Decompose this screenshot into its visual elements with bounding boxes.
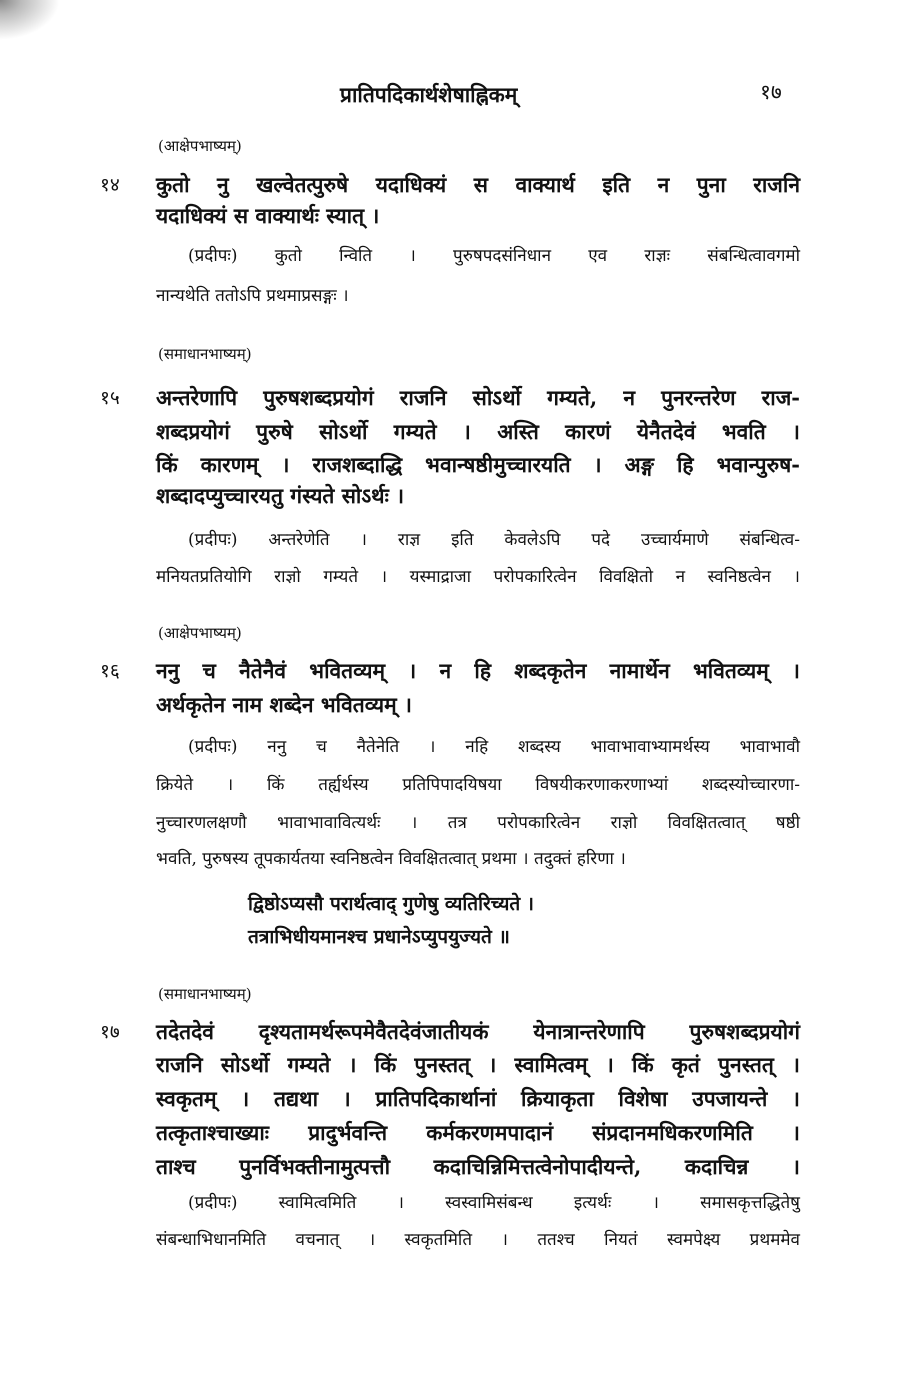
section-label: (आक्षेपभाष्यम्) bbox=[158, 137, 242, 155]
pradipa-line: भवति, पुरुषस्य तूपकार्यतया स्वनिष्ठत्वेन विवक्षितत्वात् प्रथमा । तदुक्तं हरिणा । bbox=[156, 849, 626, 869]
bhashya-line: कुतो नु खल्वेतत्पुरुषे यदाधिक्यं स वाक्यार्थ इति न पुना राजनि bbox=[156, 172, 800, 197]
bhashya-line: शब्दप्रयोगं पुरुषे सोऽर्थो गम्यते । अस्ति कारणं येनैतदेवं भवति । bbox=[156, 419, 800, 444]
bhashya-line: ताश्च पुनर्विभक्तीनामुत्पत्तौ कदाचिन्निमित्तत्वेनोपादीयन्ते, कदाचिन्न । bbox=[156, 1154, 800, 1179]
pradipa-line: नान्यथेति ततोऽपि प्रथमाप्रसङ्गः । bbox=[156, 286, 349, 306]
pradipa-line: (प्रदीपः) कुतो न्विति । पुरुषपदसंनिधान एव राज्ञः संबन्धित्वावगमो bbox=[188, 246, 800, 266]
pradipa-line: (प्रदीपः) स्वामित्वमिति । स्वस्वामिसंबन्ध इत्यर्थः । समासकृत्तद्धितेषु bbox=[188, 1193, 800, 1213]
pradipa-line: क्रियेते । किं तर्ह्यर्थस्य प्रतिपिपादयिषया विषयीकरणाकरणाभ्यां शब्दस्योच्चारणा- bbox=[156, 775, 800, 795]
bhashya-line: राजनि सोऽर्थो गम्यते । किं पुनस्तत् । स्वामित्वम् । किं कृतं पुनस्तत् । bbox=[156, 1052, 800, 1077]
bhashya-line: अर्थकृतेन नाम शब्देन भवितव्यम् । bbox=[156, 692, 412, 717]
verse-line: द्विष्ठोऽप्यसौ परार्थत्वाद् गुणेषु व्यतिरिच्यते । bbox=[248, 893, 534, 915]
bhashya-line: अन्तरेणापि पुरुषशब्दप्रयोगं राजनि सोऽर्थो गम्यते, न पुनरन्तरेण राज- bbox=[156, 385, 800, 410]
pradipa-line: (प्रदीपः) ननु च नैतेनेति । नहि शब्दस्य भावाभावाभ्यामर्थस्य भावाभावौ bbox=[188, 737, 800, 757]
paragraph-number: १५ bbox=[100, 387, 120, 409]
pradipa-line: संबन्धाभिधानमिति वचनात् । स्वकृतमिति । ततश्च नियतं स्वमपेक्ष्य प्रथममेव bbox=[156, 1230, 800, 1250]
bhashya-line: स्वकृतम् । तद्यथा । प्रातिपदिकार्थानां क्रियाकृता विशेषा उपजायन्ते । bbox=[156, 1086, 800, 1111]
bhashya-line: तत्कृताश्चाख्याः प्रादुर्भवन्ति कर्मकरणमपादानं संप्रदानमधिकरणमिति । bbox=[156, 1120, 800, 1145]
bhashya-line: ननु च नैतेनैवं भवितव्यम् । न हि शब्दकृतेन नामार्थेन भवितव्यम् । bbox=[156, 658, 800, 683]
pradipa-line: मनियतप्रतियोगि राज्ञो गम्यते । यस्माद्राजा परोपकारित्वेन विवक्षितो न स्वनिष्ठत्वेन । bbox=[156, 567, 800, 587]
section-label: (समाधानभाष्यम्) bbox=[158, 345, 252, 363]
page-number: १७ bbox=[760, 80, 782, 104]
bhashya-line: किं कारणम् । राजशब्दाद्धि भवान्षष्ठीमुच्चारयति । अङ्ग हि भवान्पुरुष- bbox=[156, 452, 800, 477]
section-label: (आक्षेपभाष्यम्) bbox=[158, 624, 242, 642]
bhashya-line: तदेतदेवं दृश्यतामर्थरूपमेवैतदेवंजातीयकं येनात्रान्तरेणापि पुरुषशब्दप्रयोगं bbox=[156, 1019, 800, 1044]
scan-artifact bbox=[0, 0, 60, 40]
bhashya-line: यदाधिक्यं स वाक्यार्थः स्यात् । bbox=[156, 203, 380, 228]
paragraph-number: १७ bbox=[100, 1021, 120, 1043]
paragraph-number: १४ bbox=[100, 174, 120, 196]
bhashya-line: शब्दादप्युच्चारयतु गंस्यते सोऽर्थः । bbox=[156, 483, 405, 508]
running-header-title: प्रातिपदिकार्थशेषाह्निकम् bbox=[340, 82, 518, 107]
section-label: (समाधानभाष्यम्) bbox=[158, 985, 252, 1003]
verse-line: तत्राभिधीयमानश्च प्रधानेऽप्युपयुज्यते ॥ bbox=[248, 926, 510, 948]
pradipa-line: (प्रदीपः) अन्तरेणेति । राज्ञ इति केवलेऽपि पदे उच्चार्यमाणे संबन्धित्व- bbox=[188, 530, 800, 550]
paragraph-number: १६ bbox=[100, 660, 120, 682]
pradipa-line: नुच्चारणलक्षणौ भावाभावावित्यर्थः । तत्र परोपकारित्वेन राज्ञो विवक्षितत्वात् षष्ठी bbox=[156, 813, 800, 833]
